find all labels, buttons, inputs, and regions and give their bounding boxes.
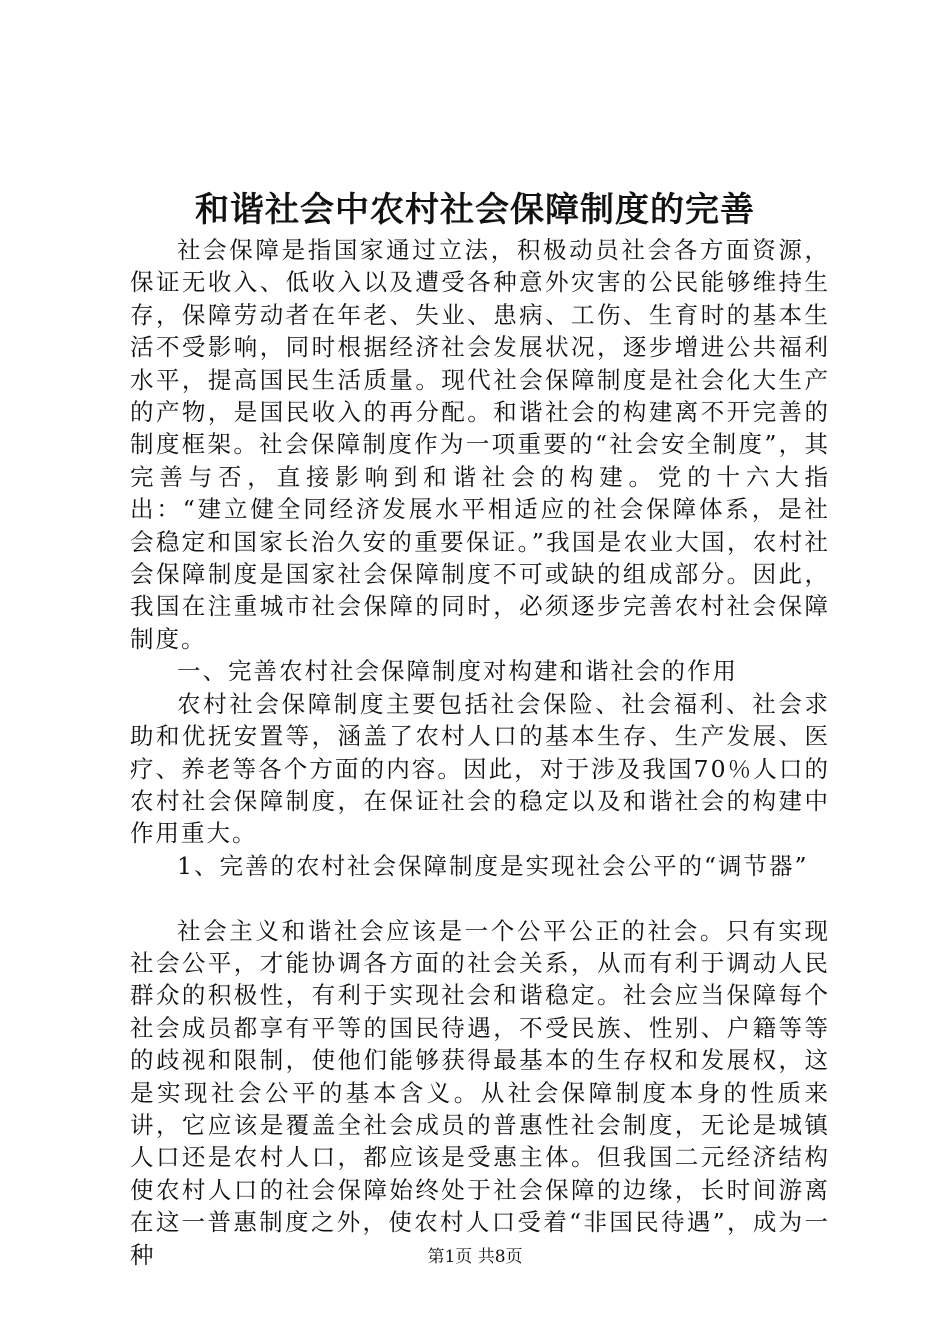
document-title: 和谐社会中农村社会保障制度的完善 — [195, 190, 755, 230]
paragraph-intro: 社会保障是指国家通过立法，积极动员社会各方面资源，保证无收入、低收入以及遭受各种意外灾害的公民能够维持生存，保障劳动者在年老、失业、患病、工伤、生育时的基本生活不受影响，同时根据经济社会发展状况，逐步增进公共福利水平，提高国民生活质量。现代社会保障制度是社会化大生产的产物，是国民收入的再分配。和谐社会的构建离不开完善的制度框架。社会保障制度作为一项重要的“社会安全制度”，其完善与否，直接影响到和谐社会的构建。党的十六大指出：“建立健全同经济发展水平相适应的社会保障体系，是社会稳定和国家长治久安的重要保证。”我国是农业大国，农村社会保障制度是国家社会保障制度不可或缺的组成部分。因此，我国在注重城市社会保障的同时，必须逐步完善农村社会保障制度。 — [130, 236, 830, 653]
section-heading-1: 一、完善农村社会保障制度对构建和谐社会的作用 — [177, 657, 738, 686]
document-body — [130, 234, 830, 1271]
page-number-footer: 第1页 共8页 — [427, 1247, 523, 1267]
paragraph-subsection-1: 社会主义和谐社会应该是一个公平公正的社会。只有实现社会公平，才能协调各方面的社会关系，从而有利于调动人民群众的积极性，有利于实现社会和谐稳定。社会应当保障每个社会成员都享有平等的国民待遇，不受民族、性别、户籍等等的歧视和限制，使他们能够获得最基本的生存权和发展权，这是实现社会公平的基本含义。从社会保障制度本身的性质来讲，它应该是覆盖全社会成员的普惠性社会制度，无论是城镇人口还是农村人口，都应该是受惠主体。但我国二元经济结构使农村人口的社会保障始终处于社会保障的边缘，长时间游离在这一普惠制度之外，使农村人口受着“非国民待遇”，成为一种 — [130, 916, 830, 1269]
subsection-heading-1: 1、完善的农村社会保障制度是实现社会公平的“调节器” — [177, 851, 809, 880]
paragraph-section-1: 农村社会保障制度主要包括社会保险、社会福利、社会求助和优抚安置等，涵盖了农村人口的基本生存、生产发展、医疗、养老等各个方面的内容。因此，对于涉及我国70％人口的农村社会保障制度，在保证社会的稳定以及和谐社会的构建中作用重大。 — [130, 689, 830, 848]
